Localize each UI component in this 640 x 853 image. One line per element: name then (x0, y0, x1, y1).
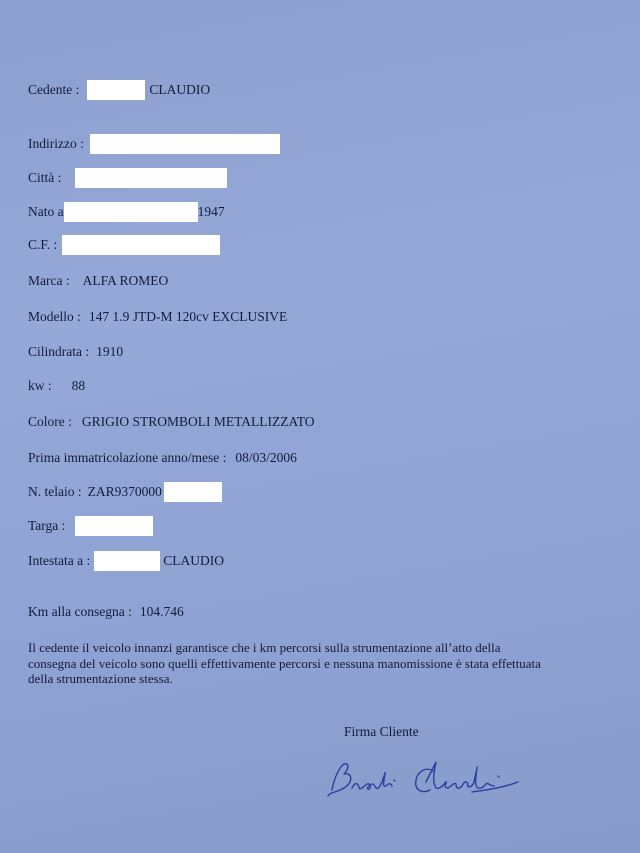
cedente-value: CLAUDIO (149, 82, 211, 97)
immatricolazione-value: 08/03/2006 (235, 450, 297, 465)
modello-label: Modello : (28, 309, 81, 324)
indirizzo-redaction (90, 134, 280, 154)
marca-row (28, 272, 168, 290)
declaration-line-2: consegna del veicolo sono quelli effettivamente percorsi e nessuna manomissione è stata effettuata (28, 655, 541, 671)
citta-redaction (75, 168, 227, 188)
nato-label: Nato a (28, 204, 64, 219)
km-value: 104.746 (139, 604, 184, 619)
immatricolazione-row (28, 449, 297, 467)
citta-label: Città : (28, 170, 62, 185)
colore-row (28, 413, 315, 431)
telaio-label: N. telaio : (28, 484, 82, 499)
cilindrata-value: 1910 (96, 344, 124, 359)
km-label: Km alla consegna : (28, 604, 132, 619)
cedente-row (28, 81, 210, 99)
targa-label: Targa : (28, 518, 66, 533)
nato-redaction (64, 202, 198, 222)
cedente-label: Cedente : (28, 82, 80, 97)
intestata-redaction (94, 551, 160, 571)
nato-row (28, 203, 225, 221)
marca-label: Marca : (28, 273, 70, 288)
intestata-row (28, 552, 224, 570)
kw-value: 88 (71, 378, 86, 393)
cedente-redaction (87, 80, 145, 100)
targa-row (28, 517, 153, 535)
kw-row (28, 377, 85, 395)
citta-row (28, 169, 227, 187)
colore-value: GRIGIO STROMBOLI METALLIZZATO (81, 414, 315, 429)
modello-value: 147 1.9 JTD-M 120cv EXCLUSIVE (88, 309, 288, 324)
modello-row (28, 308, 287, 326)
telaio-value: ZAR9370000 (87, 484, 162, 499)
signature-label: Firma Cliente (344, 724, 419, 739)
immatricolazione-label: Prima immatricolazione anno/mese : (28, 450, 227, 465)
intestata-value: CLAUDIO (163, 553, 224, 568)
colore-label: Colore : (28, 414, 72, 429)
cf-redaction (62, 235, 220, 255)
intestata-label: Intestata a : (28, 553, 91, 568)
targa-redaction (75, 516, 153, 536)
km-row (28, 603, 184, 621)
cf-row (28, 236, 220, 254)
indirizzo-label: Indirizzo : (28, 136, 84, 151)
declaration-paragraph (28, 640, 628, 687)
telaio-redaction (164, 482, 222, 502)
marca-value: ALFA ROMEO (82, 273, 169, 288)
declaration-line-1: Il cedente il veicolo innanzi garantisce che i km percorsi sulla strumentazione all’atto della (28, 640, 501, 655)
indirizzo-row (28, 135, 280, 153)
cilindrata-label: Cilindrata : (28, 344, 90, 359)
telaio-row (28, 483, 222, 501)
declaration-line-3: della strumentazione stessa. (28, 671, 173, 686)
nato-value: 1947 (197, 204, 225, 219)
kw-label: kw : (28, 378, 52, 393)
cf-label: C.F. : (28, 237, 58, 252)
cilindrata-row (28, 343, 123, 361)
handwritten-signature (322, 752, 542, 808)
